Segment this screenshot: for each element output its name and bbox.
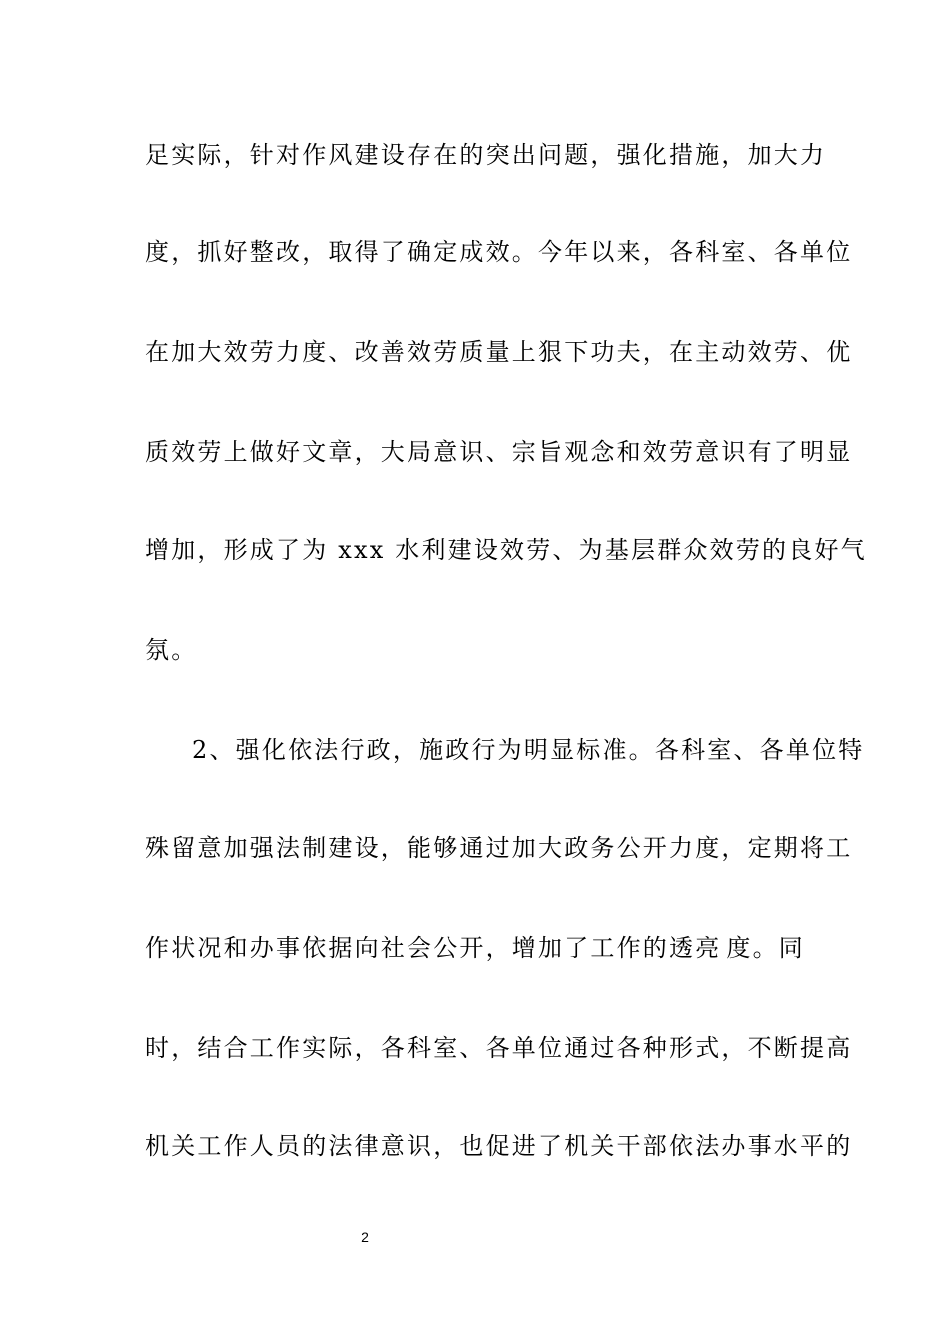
paragraph-line: 度，抓好整改，取得了确定成效。今年以来，各科室、各单位 — [145, 238, 853, 266]
paragraph-line: 时，结合工作实际，各科室、各单位通过各种形式，不断提高 — [145, 1034, 853, 1062]
paragraph-line: 增加，形成了为 xxx 水利建设效劳、为基层群众效劳的良好气 — [145, 536, 867, 564]
paragraph-line: 质效劳上做好文章，大局意识、宗旨观念和效劳意识有了明显 — [145, 438, 853, 466]
paragraph-line-with-gap — [145, 928, 805, 968]
paragraph-line: 足实际，针对作风建设存在的突出问题，强化措施，加大力 — [145, 141, 827, 169]
page-number: 2 — [361, 1229, 369, 1245]
line-segment-start: 作状况和办事依据向社会公开，增加了工作的透亮 — [145, 934, 722, 962]
paragraph-line: 2、强化依法行政，施政行为明显标准。各科室、各单位特 — [192, 736, 865, 764]
paragraph-line: 在加大效劳力度、改善效劳质量上狠下功夫，在主动效劳、优 — [145, 338, 853, 366]
paragraph-line: 机关工作人员的法律意识，也促进了机关干部依法办事水平的 — [145, 1132, 853, 1160]
line-segment-end: 度。同 — [726, 934, 805, 962]
paragraph-line: 殊留意加强法制建设，能够通过加大政务公开力度，定期将工 — [145, 834, 853, 862]
paragraph-line: 氛。 — [145, 636, 198, 664]
